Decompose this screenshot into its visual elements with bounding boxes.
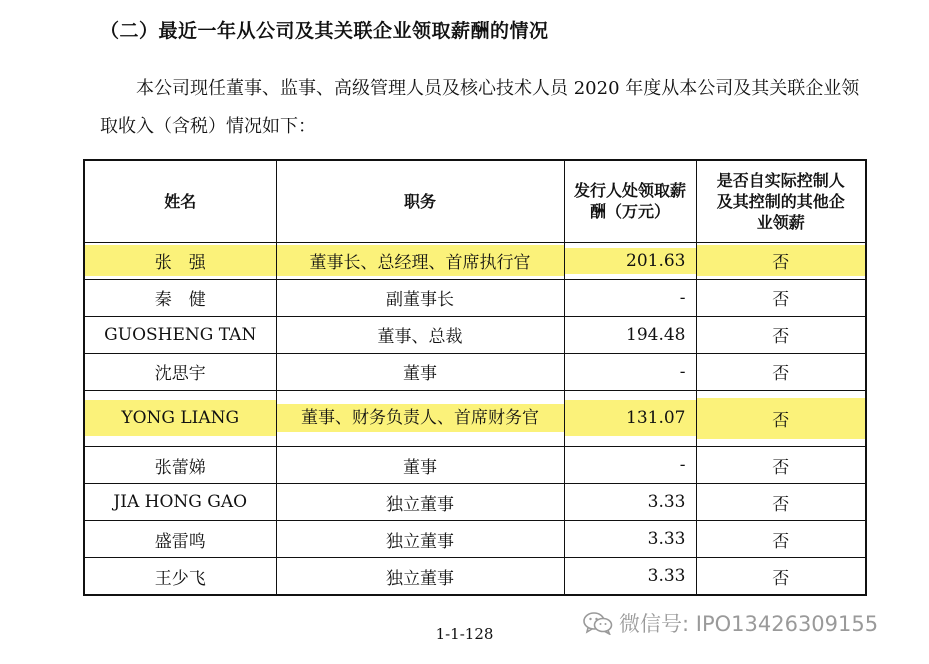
cell-position: 独立董事 — [276, 484, 564, 521]
cell-salary — [564, 242, 696, 279]
table-header-row — [84, 160, 866, 242]
table-row — [84, 390, 866, 446]
header-name: 姓名 — [84, 160, 276, 242]
page-number: 1-1-128 — [435, 625, 494, 643]
cell-related-pay: 否 — [696, 558, 866, 595]
header-position: 职务 — [276, 160, 564, 242]
cell-name-text: 张 强 — [85, 245, 276, 276]
salary-table — [83, 159, 867, 596]
cell-related-pay: 否 — [696, 484, 866, 521]
cell-related-pay: 否 — [696, 521, 866, 558]
cell-salary: - — [564, 353, 696, 390]
cell-name: JIA HONG GAO — [84, 484, 276, 521]
cell-salary: - — [564, 279, 696, 316]
cell-related-pay: 否 — [696, 353, 866, 390]
cell-related-pay — [696, 242, 866, 279]
header-related-pay-text: 是否自实际控制人及其控制的其他企业领薪 — [716, 170, 845, 232]
cell-salary: 3.33 — [564, 521, 696, 558]
cell-salary: 3.33 — [564, 558, 696, 595]
cell-related-pay: 否 — [696, 279, 866, 316]
cell-position-text: 董事、财务负责人、首席财务官 — [277, 404, 564, 432]
cell-name: 秦 健 — [84, 279, 276, 316]
cell-related-pay: 否 — [696, 447, 866, 484]
cell-name: 王少飞 — [84, 558, 276, 595]
cell-position: 董事 — [276, 447, 564, 484]
cell-position — [276, 390, 564, 446]
cell-related-pay: 否 — [696, 316, 866, 353]
cell-position-text: 董事长、总经理、首席执行官 — [277, 245, 564, 276]
cell-position: 独立董事 — [276, 558, 564, 595]
cell-name: 沈思宇 — [84, 353, 276, 390]
table-row — [84, 353, 866, 390]
cell-related-pay — [696, 390, 866, 446]
cell-salary-text: 201.63 — [565, 248, 696, 274]
cell-name: GUOSHENG TAN — [84, 316, 276, 353]
cell-position: 独立董事 — [276, 521, 564, 558]
cell-name: 盛雷鸣 — [84, 521, 276, 558]
watermark-text: 微信号: IPO13426309155 — [619, 612, 879, 636]
cell-name — [84, 390, 276, 446]
cell-salary: - — [564, 447, 696, 484]
section-heading: （二）最近一年从公司及其关联企业领取薪酬的情况 — [100, 20, 549, 42]
cell-salary: 3.33 — [564, 484, 696, 521]
cell-related-pay-text: 否 — [697, 245, 866, 276]
intro-text: 本公司现任董事、监事、高级管理人员及核心技术人员 2020 年度从本公司及其关联企业领取收入（含税）情况如下： — [100, 78, 860, 137]
cell-name-text: YONG LIANG — [85, 400, 276, 436]
cell-related-pay-text: 否 — [697, 398, 866, 439]
table-row — [84, 558, 866, 595]
table-row — [84, 484, 866, 521]
table-row — [84, 447, 866, 484]
cell-salary — [564, 390, 696, 446]
cell-name — [84, 242, 276, 279]
table-row — [84, 242, 866, 279]
header-salary-text: 发行人处领取薪酬（万元） — [574, 181, 687, 222]
cell-name: 张蕾娣 — [84, 447, 276, 484]
cell-salary-text: 131.07 — [565, 400, 696, 436]
table-row — [84, 279, 866, 316]
table-row — [84, 316, 866, 353]
cell-position: 董事 — [276, 353, 564, 390]
cell-position — [276, 242, 564, 279]
cell-salary: 194.48 — [564, 316, 696, 353]
cell-position: 董事、总裁 — [276, 316, 564, 353]
header-related-pay — [696, 160, 866, 242]
table-row — [84, 521, 866, 558]
header-salary — [564, 160, 696, 242]
cell-position: 副董事长 — [276, 279, 564, 316]
intro-paragraph — [100, 70, 870, 146]
